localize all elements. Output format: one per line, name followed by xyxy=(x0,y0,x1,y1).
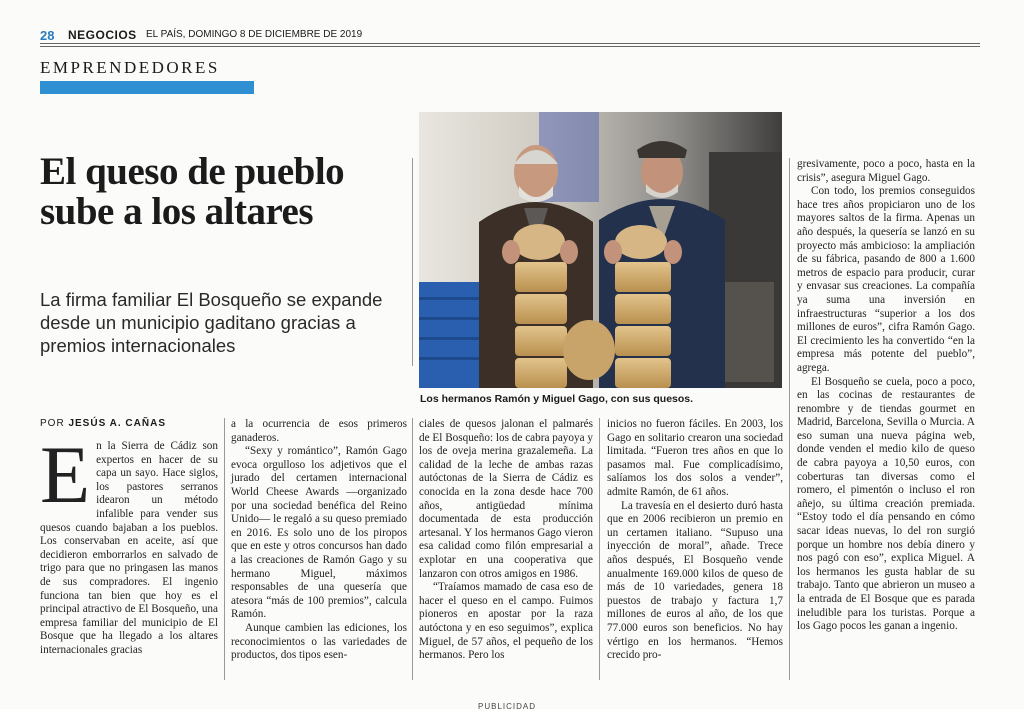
article-column-3 xyxy=(419,418,593,663)
article-paragraph: El Bosqueño se cuela, poco a poco, en las cocinas de restaurantes de renombre y de tiendas gourmet en Madrid, Barcelona, Sevilla o Murcia. A eso suman una nueva página web, donde venden el medio kilo de queso de cabra payoya a 10,50 euros, con coberturas tan diversas como el romero, el pimentón o incluso el ron añejo, su última creación premiada. “Estoy todo el día pensando en cómo sacar ideas nuevas, lo del ron surgió porque un hombre nos debía dinero y nos pagó con eso”, explica Miguel. A los hermanos les gusta hablar de su trabajo. Tanto que abrieron un museo a la entrada de El Bosque que es parada ineludible para los turistas. Porque a los Gago pocos les ganan a ingenio. xyxy=(797,375,975,633)
article-paragraph: a la ocurrencia de esos primeros ganaderos. xyxy=(231,418,407,444)
column-rule xyxy=(224,418,225,680)
drop-cap: E xyxy=(40,429,91,520)
article-paragraph: ciales de quesos jalonan el palmarés de El Bosqueño: los de cabra payoya y los de oveja merina grazalemeña. La calidad de la leche de ambas razas autóctonas de la Sierra de Cádiz es conocida en la zona desde hace 700 años, antigüedad mínima documentada de esta producción artesanal. Y los hermanos Gago vieron esa calidad como filón empresarial a explotar en una cooperativa que lanzaron con otros amigos en 1986. xyxy=(419,418,593,580)
headline: El queso de pueblo sube a los altares xyxy=(40,150,345,233)
cheesemakers-photo xyxy=(419,112,782,388)
kicker-bar xyxy=(40,81,254,94)
photo-caption: Los hermanos Ramón y Miguel Gago, con sus quesos. xyxy=(420,393,694,405)
article-paragraph: Aunque cambien las ediciones, los reconocimientos o las variedades de productos, dos tipos esen- xyxy=(231,621,407,662)
dateline: EL PAÍS, DOMINGO 8 DE DICIEMBRE DE 2019 xyxy=(146,29,363,40)
article-column-2 xyxy=(231,418,407,663)
subheadline: La firma familiar El Bosqueño se expande desde un municipio gaditano gracias a premios internacionales xyxy=(40,289,383,356)
column-rule xyxy=(412,158,413,366)
article-paragraph: “Sexy y romántico”, Ramón Gago evoca orgulloso los adjetivos que el jurado del certamen internacional World Cheese Awards —organizado por una sociedad benéfica del Reino Unido— le regaló a su queso premiado en 2016. Es solo uno de los piropos que en este y otros concursos han dado a las creaciones de Ramón Gago y su hermano Miguel, máximos responsables de una quesería que atesora “más de 100 premios”, calcula Ramón. xyxy=(231,445,407,621)
article-column-5 xyxy=(797,158,975,634)
article-column-1 xyxy=(40,429,218,658)
article-paragraph: n la Sierra de Cádiz son expertos en hacer de su capa un sayo. Hace siglos, los pastores serranos idearon un método infalible para vender sus quesos cuando bajaban a los pueblos. Los conservaban en aceite, así que decidieron emborrarlos en salvado de trigo para que no pringasen las manos de sus compradores. El ingenio funciona tan bien que hoy es el principal atractivo de El Bosqueño, una empresa familiar del municipio de El Bosque que ha llegado a los altares internacionales gracias xyxy=(40,440,218,656)
byline-author: JESÚS A. CAÑAS xyxy=(68,418,166,429)
byline xyxy=(40,418,166,429)
column-rule xyxy=(789,158,790,680)
article-paragraph: inicios no fueron fáciles. En 2003, los Gago en solitario crearon una sociedad limitada. “Fueron tres años en que lo pasamos mal. Fue complicadísimo, salíamos los dos solos a vender”, admite Ramón, de 61 años. xyxy=(607,418,783,498)
article-paragraph: Con todo, los premios conseguidos hace tres años propiciaron uno de los mayores saltos de la firma. Apenas un año después, la quesería se lanzó en su proyecto más ambicioso: la ampliación de su fábrica, pasando de 800 a 1.600 metros de espacio para producir, curar y envasar sus creaciones. La compañía ya suma una inversión en infraestructuras “superior a los dos millones de euros”, cifra Ramón Gago. El crecimiento les ha convertido “en la empresa más potente del pueblo”, agrega. xyxy=(797,185,975,374)
header-rule xyxy=(40,43,980,47)
footer-label: PUBLICIDAD xyxy=(478,702,537,709)
column-rule xyxy=(412,418,413,680)
article-paragraph: gresivamente, poco a poco, hasta en la crisis”, asegura Miguel Gago. xyxy=(797,158,975,184)
byline-prefix: POR xyxy=(40,418,65,429)
section-kicker: EMPRENDEDORES xyxy=(40,58,220,77)
article-column-4 xyxy=(607,418,783,663)
page-number: 28 xyxy=(40,28,55,43)
column-rule xyxy=(599,418,600,680)
article-paragraph: La travesía en el desierto duró hasta que en 2006 recibieron un premio en un certamen italiano. “Supuso una inyección de moral”, añade. Trece años después, El Bosqueño vende anualmente 169.000 kilos de queso de más de 10 variedades, genera 18 puestos de trabajo y factura 1,7 millones de euros al año, de los que 77.000 euros son beneficios. No hay vértigo en los hermanos. “Hemos crecido pro- xyxy=(607,499,783,662)
article-photo xyxy=(419,112,782,388)
article-paragraph: “Traíamos mamado de casa eso de hacer el queso en el campo. Fuimos pioneros en apostar por la raza autóctona y en eso seguimos”, explica Miguel, de 57 años, el pequeño de los hermanos. Pero los xyxy=(419,581,593,662)
section-name: NEGOCIOS xyxy=(68,28,137,42)
